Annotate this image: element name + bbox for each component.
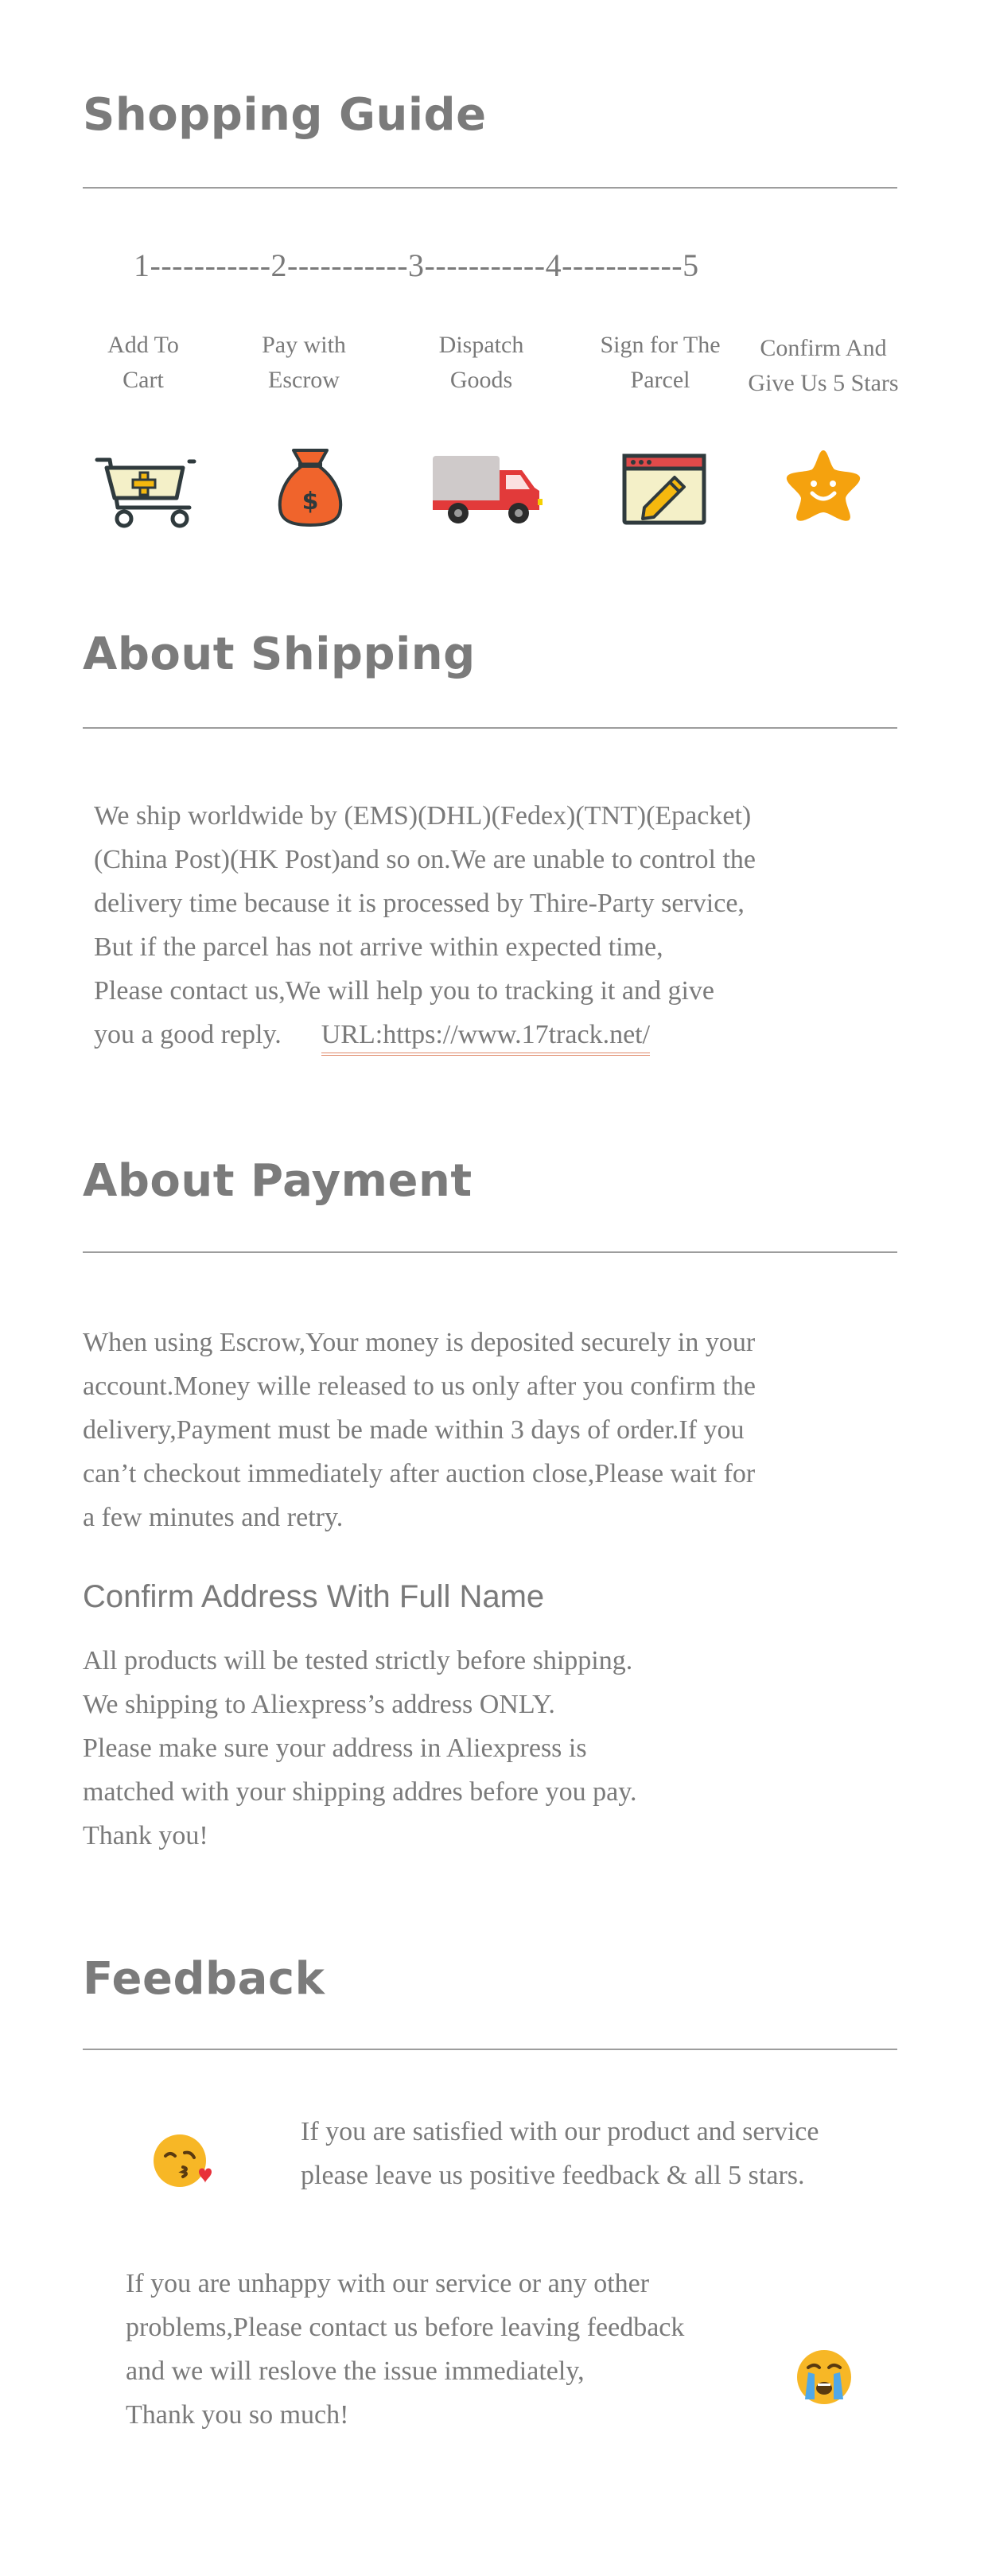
cart-icon [94,452,200,532]
payment-info-text: When using Escrow,Your money is deposited securely in your account.Money wille released to us only after you confirm the delivery,Payment must be made within 3 days of order.If you can’t checkout immediately after auction close,Please wait for a few minutes and retry. [83,1328,756,1532]
truck-icon [430,449,544,530]
step-1-label: Add To Cart [107,332,179,393]
confirm-address-subtitle: Confirm Address With Full Name [83,1579,545,1614]
step-4-label: Sign for The Parcel [600,332,721,393]
shopping-guide-divider [83,187,897,189]
shipping-info-text: We ship worldwide by (EMS)(DHL)(Fedex)(TNT)(Epacket) (China Post)(HK Post)and so on.We are unable to control the delivery time because it is processed by Thire-Party service, But if the parcel has not arrive within expected time, Please contact us,We will help you to tracking it and give you a good reply. URL:https://www.17track.net/ [94,794,937,1056]
negative-feedback-text: If you are unhappy with our service or any other problems,Please contact us before leaving feedback and we will reslove the issue immediately, Thank you so much! [126,2269,685,2430]
kissing-face-icon [153,2132,213,2193]
feedback-divider [83,2049,897,2050]
about-shipping-divider [83,727,897,729]
about-shipping-title: About Shipping [83,628,476,680]
feedback-title: Feedback [83,1953,325,2005]
step-2-label: Pay with Escrow [262,332,346,393]
money-bag-icon [274,446,346,532]
svg-text:$: $ [301,488,319,516]
shopping-guide-title: Shopping Guide [83,89,487,141]
tracking-url-link[interactable]: URL:https://www.17track.net/ [321,1018,650,1056]
crying-face-icon [794,2347,854,2411]
step-3-label: Dispatch Goods [438,332,524,393]
address-info-text: All products will be tested strictly before shipping. We shipping to Aliexpress’s address ONLY. Please make sure your address in Aliexpress is matched with your shipping addres before you pay. Thank you! [83,1646,637,1850]
positive-feedback-text: If you are satisfied with our product and service please leave us positive feedback & all 5 stars. [301,2117,819,2190]
smiling-star-icon [784,447,863,527]
about-payment-title: About Payment [83,1155,473,1207]
steps-progress-line: 1-----------2-----------3-----------4-----------5 [134,247,699,283]
step-5-label: Confirm And Give Us 5 Stars [748,335,899,396]
about-payment-divider [83,1251,897,1253]
sign-pencil-icon [622,453,706,529]
